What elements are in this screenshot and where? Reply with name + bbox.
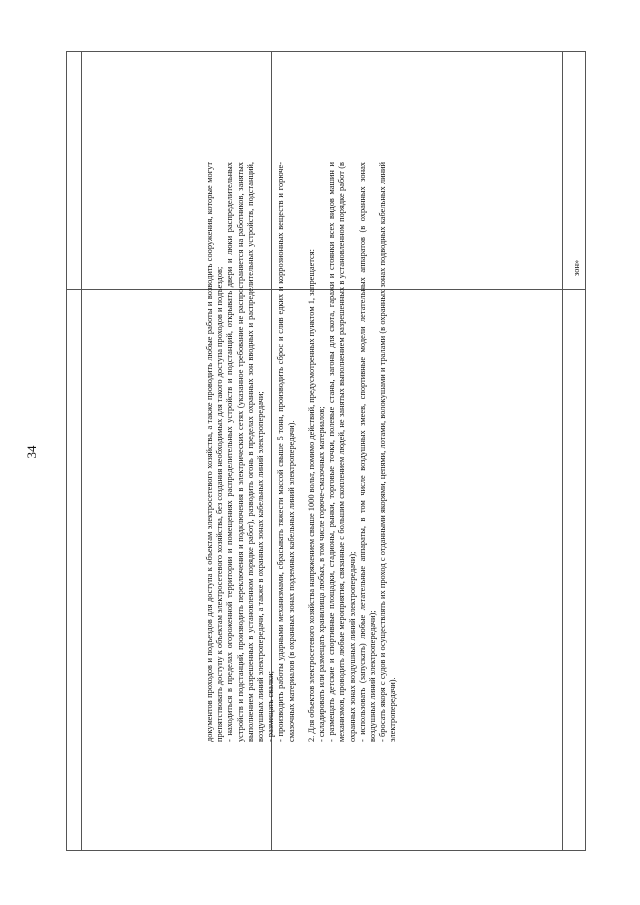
rotated-cell-content bbox=[205, 162, 399, 742]
paragraph-8: - размещать детские и спортивные площадки, стадионы, рынки, торговые точки, полевые станы, загоны для скота, гаражи и стоянки всех видов машин и механизмов, проводить любые мероприятия, связанные с большим скоплением людей, не занятых выполнением разрешенных в установленном порядке работ (в охранных зонах воздушных линий электропередачи); bbox=[327, 162, 357, 742]
paragraph-2: - находиться в пределах огороженной территории и помещениях распределительных устройств и подстанций, открывать двери и люки распределительных устройств и подстанций, производить переключения и подключения в электрических сетях (указанное требование не распространяется на работников, занятых выполнением разрешенных в установленном порядке работ), разводить огонь в пределах охранных зон вводных и распределительных устройств, подстанций, воздушных линий электропередачи, а также в охранных зонах кабельных линий электропередачи; bbox=[225, 162, 266, 742]
cell-text bbox=[205, 162, 399, 742]
paragraph-9: - использовать (запускать) любые летательные аппараты, в том числе воздушных змеев, спортивные модели летательных аппаратов (в охранных зонах воздушных линий электропередачи); bbox=[358, 162, 378, 742]
paragraph-10: - бросать якоря с судов и осуществлять их проход с отданными якорями, цепями, лотами, волокушами и тралами (в охранных зонах подводных кабельных линий электропередачи). bbox=[378, 162, 398, 742]
paragraph-7: - складировать или размещать хранилища любых, в том числе горюче-смазочных материалов; bbox=[317, 406, 327, 742]
table-column-divider-3 bbox=[562, 52, 563, 850]
table-column-divider-1 bbox=[81, 52, 82, 850]
paragraph-3: - размещать свалки; bbox=[266, 671, 276, 742]
paragraph-1: документов проходов и подъездов для доступа к объектам электросетевого хозяйства, а также проводить любые работы и возводить сооружения, которые могут препятствовать доступу к объектам электросетевого хозяйства, без создания необходимых для такого доступа проходов и подъездов; bbox=[205, 162, 225, 742]
paragraph-6: 2. Для объектов электросетевого хозяйства напряжением свыше 1000 вольт, помимо действий, предусмотренных пунктом 1, запрещается: bbox=[307, 249, 316, 742]
paragraph-4: - производить работы ударными механизмами, сбрасывать тяжести массой свыше 5 тонн, производить сброс и слив едких и коррозионных веществ и горюче-смазочных материалов (в охранных зонах подземных кабельных линий электропередачи). bbox=[276, 162, 296, 742]
right-column-fragment: зон» bbox=[572, 259, 581, 276]
paragraph-gap bbox=[297, 162, 307, 742]
page-number: 34 bbox=[24, 445, 39, 459]
